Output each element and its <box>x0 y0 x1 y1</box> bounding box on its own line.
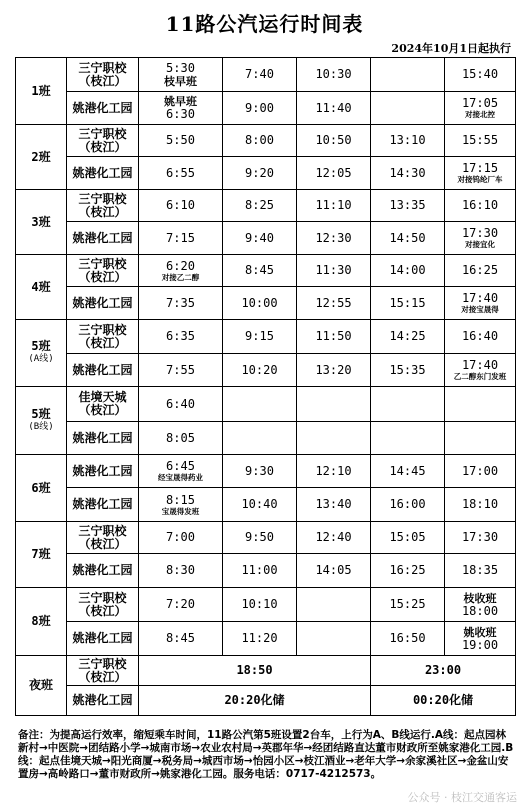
time-cell: 14:05 <box>297 554 371 588</box>
time-value: 17:05 <box>461 96 499 110</box>
class-name: 3班 <box>31 214 51 229</box>
time-cell: 6:10 <box>139 190 223 222</box>
time-cell: 12:55 <box>297 287 371 320</box>
time-cell <box>445 387 516 422</box>
time-cell <box>139 455 223 488</box>
stop-name: 三宁职校（枝江） <box>67 320 139 354</box>
night-time: 23:00 <box>371 656 516 686</box>
time-cell: 9:20 <box>223 157 297 190</box>
stop-name: 姚港化工园 <box>67 222 139 255</box>
table-row <box>16 190 516 222</box>
time-cell: 14:25 <box>371 320 445 354</box>
time-value: 6:45 <box>166 459 195 473</box>
table-row <box>16 125 516 157</box>
time-cell: 10:30 <box>297 58 371 92</box>
time-cell: 8:30 <box>139 554 223 588</box>
time-cell <box>445 157 516 190</box>
night-time: 00:20化储 <box>371 686 516 716</box>
time-cell: 10:20 <box>223 354 297 387</box>
time-note: 对接乙二醇 <box>161 272 200 282</box>
time-cell: 7:40 <box>223 58 297 92</box>
time-cell: 13:20 <box>297 354 371 387</box>
time-cell: 7:20 <box>139 588 223 622</box>
class-name: 5班 <box>31 406 51 421</box>
table-row <box>16 622 516 656</box>
table-row <box>16 387 516 422</box>
time-cell: 16:25 <box>371 554 445 588</box>
time-cell <box>371 58 445 92</box>
time-cell: 9:30 <box>223 455 297 488</box>
page-title: 11路公汽运行时间表 <box>165 12 364 36</box>
time-cell <box>139 255 223 287</box>
time-cell: 16:10 <box>445 190 516 222</box>
class-name: 5班 <box>31 339 51 353</box>
class-name: 7班 <box>31 547 51 561</box>
time-cell <box>371 92 445 125</box>
time-cell: 17:00 <box>445 455 516 488</box>
table-row <box>16 320 516 354</box>
time-cell: 14:00 <box>371 255 445 287</box>
time-cell <box>297 422 371 455</box>
class-name: 8班 <box>31 614 51 628</box>
class-subline: (B线) <box>28 421 54 432</box>
stop-name: 三宁职校（枝江） <box>67 125 139 157</box>
night-time: 20:20化储 <box>139 686 371 716</box>
time-cell: 13:10 <box>371 125 445 157</box>
time-cell <box>371 422 445 455</box>
table-row <box>16 455 516 488</box>
time-label: 姚早班 <box>164 95 197 108</box>
time-cell: 15:05 <box>371 522 445 554</box>
stop-name: 姚港化工园 <box>67 92 139 125</box>
time-cell: 16:00 <box>371 488 445 522</box>
time-cell: 11:40 <box>297 92 371 125</box>
time-cell: 18:35 <box>445 554 516 588</box>
time-cell: 14:45 <box>371 455 445 488</box>
time-cell: 12:40 <box>297 522 371 554</box>
time-cell: 17:30 <box>445 522 516 554</box>
time-cell: 8:05 <box>139 422 223 455</box>
time-value: 5:30 <box>166 60 195 75</box>
time-note: 宝晟得发班 <box>161 506 200 516</box>
time-cell: 8:45 <box>223 255 297 287</box>
stop-name: 姚港化工园 <box>67 554 139 588</box>
time-cell <box>445 287 516 320</box>
time-value: 18:00 <box>461 603 499 618</box>
stop-name: 三宁职校（枝江） <box>67 190 139 222</box>
stop-name: 姚港化工园 <box>67 622 139 656</box>
stop-name: 姚港化工园 <box>67 455 139 488</box>
time-value: 6:30 <box>166 107 195 121</box>
stop-name: 三宁职校（枝江） <box>67 58 139 92</box>
time-cell: 7:35 <box>139 287 223 320</box>
time-cell: 5:50 <box>139 125 223 157</box>
stop-name: 姚港化工园 <box>67 157 139 190</box>
time-label: 姚收班 <box>463 625 497 639</box>
table-row <box>16 92 516 125</box>
class-name: 4班 <box>31 279 51 294</box>
time-cell: 7:00 <box>139 522 223 554</box>
time-cell <box>139 58 223 92</box>
time-cell <box>445 354 516 387</box>
table-row <box>16 686 516 716</box>
footer-note: 备注：为提高运行效率，缩短乘车时间，11路公汽第5班设置2台车，上行为A、B线运行.A线：起点园林新村→中医院→团结路小学→城南市场→农业农村局→英郡年华→经团结路直达董市财政所至姚家港化工园.B线：起点佳境天城→阳光商厦→税务局→城西市场→怡园小区→枝江酒业→老年大学→余家溪社区→金盆山安置房→高岭路口→董市财政所→姚家港化工园。服务电话：0717-4212573。 <box>18 729 514 780</box>
time-cell: 15:35 <box>371 354 445 387</box>
time-cell <box>445 422 516 455</box>
class-label <box>16 58 67 125</box>
stop-name: 姚港化工园 <box>67 686 139 716</box>
stop-name: 三宁职校（枝江） <box>67 255 139 287</box>
table-row <box>16 488 516 522</box>
time-value: 6:20 <box>166 258 195 273</box>
stop-name: 姚港化工园 <box>67 354 139 387</box>
table-row <box>16 554 516 588</box>
time-cell: 11:30 <box>297 255 371 287</box>
time-cell: 15:15 <box>371 287 445 320</box>
time-value: 17:15 <box>461 161 499 175</box>
time-note: 乙二醇东门发班 <box>453 372 507 381</box>
class-name: 1班 <box>31 83 51 98</box>
time-cell <box>445 222 516 255</box>
table-row <box>16 354 516 387</box>
time-cell: 12:30 <box>297 222 371 255</box>
night-time: 18:50 <box>139 656 371 686</box>
time-cell: 10:10 <box>223 588 297 622</box>
time-value: 8:15 <box>166 492 195 507</box>
class-label <box>16 320 67 387</box>
time-cell: 11:50 <box>297 320 371 354</box>
time-cell: 15:40 <box>445 58 516 92</box>
time-note: 对接北控 <box>465 110 495 119</box>
time-cell: 9:00 <box>223 92 297 125</box>
time-cell: 12:10 <box>297 455 371 488</box>
stop-name: 三宁职校（枝江） <box>67 656 139 686</box>
watermark: 公众号 · 枝江交通客运 <box>407 791 517 804</box>
time-cell: 8:25 <box>223 190 297 222</box>
effective-date: 2024年10月1日起执行 <box>391 42 511 55</box>
time-cell: 10:00 <box>223 287 297 320</box>
table-row <box>16 422 516 455</box>
time-value: 19:00 <box>461 637 499 652</box>
time-cell: 7:15 <box>139 222 223 255</box>
time-cell: 16:50 <box>371 622 445 656</box>
time-note: 对接宝晟得 <box>461 305 499 314</box>
time-cell: 12:05 <box>297 157 371 190</box>
stop-name: 姚港化工园 <box>67 422 139 455</box>
time-cell: 11:00 <box>223 554 297 588</box>
time-cell: 8:00 <box>223 125 297 157</box>
time-cell: 6:35 <box>139 320 223 354</box>
table-row <box>16 255 516 287</box>
time-value: 17:40 <box>461 358 499 372</box>
time-note: 对接宜化 <box>465 240 495 249</box>
time-cell: 18:10 <box>445 488 516 522</box>
time-value: 17:40 <box>461 291 499 305</box>
time-cell: 8:45 <box>139 622 223 656</box>
class-name: 2班 <box>31 149 51 164</box>
table-row <box>16 287 516 320</box>
class-label <box>16 255 67 320</box>
time-cell <box>445 622 516 656</box>
time-cell: 15:55 <box>445 125 516 157</box>
time-value: 17:30 <box>461 226 499 240</box>
time-cell <box>223 422 297 455</box>
table-row <box>16 588 516 622</box>
time-cell <box>371 387 445 422</box>
table-row <box>16 222 516 255</box>
stop-name: 姚港化工园 <box>67 488 139 522</box>
class-subline: (A线) <box>28 354 54 364</box>
stop-name: 姚港化工园 <box>67 287 139 320</box>
stop-name: 三宁职校（枝江） <box>67 522 139 554</box>
time-cell: 11:10 <box>297 190 371 222</box>
class-label <box>16 387 67 455</box>
time-cell: 16:25 <box>445 255 516 287</box>
table-row <box>16 157 516 190</box>
time-cell <box>297 622 371 656</box>
time-cell: 14:50 <box>371 222 445 255</box>
time-cell: 11:20 <box>223 622 297 656</box>
time-cell <box>223 387 297 422</box>
time-cell: 7:55 <box>139 354 223 387</box>
stop-name: 佳境天城（枝江） <box>67 387 139 422</box>
class-label: 夜班 <box>16 656 67 716</box>
time-note: 对接钨纶厂车 <box>457 175 503 184</box>
stop-name: 三宁职校（枝江） <box>67 588 139 622</box>
time-cell <box>297 387 371 422</box>
time-cell: 9:15 <box>223 320 297 354</box>
time-cell: 10:50 <box>297 125 371 157</box>
time-cell <box>445 92 516 125</box>
time-cell: 13:40 <box>297 488 371 522</box>
time-label: 枝收班 <box>463 591 497 605</box>
class-label <box>16 522 67 588</box>
class-label <box>16 125 67 190</box>
time-cell <box>139 92 223 125</box>
time-cell: 6:55 <box>139 157 223 190</box>
time-cell: 9:50 <box>223 522 297 554</box>
class-name: 6班 <box>31 480 51 495</box>
table-row <box>16 522 516 554</box>
time-cell: 14:30 <box>371 157 445 190</box>
class-label <box>16 455 67 522</box>
time-note: 经宝晟得药业 <box>158 473 203 482</box>
time-cell <box>445 588 516 622</box>
time-cell: 9:40 <box>223 222 297 255</box>
class-label <box>16 190 67 255</box>
schedule-table <box>15 57 516 716</box>
time-cell: 6:40 <box>139 387 223 422</box>
time-cell <box>139 488 223 522</box>
class-label <box>16 588 67 656</box>
time-cell: 13:35 <box>371 190 445 222</box>
time-cell <box>297 588 371 622</box>
time-cell: 15:25 <box>371 588 445 622</box>
time-cell: 16:40 <box>445 320 516 354</box>
time-cell: 10:40 <box>223 488 297 522</box>
time-note: 枝早班 <box>164 74 197 88</box>
table-row <box>16 58 516 92</box>
table-row <box>16 656 516 686</box>
